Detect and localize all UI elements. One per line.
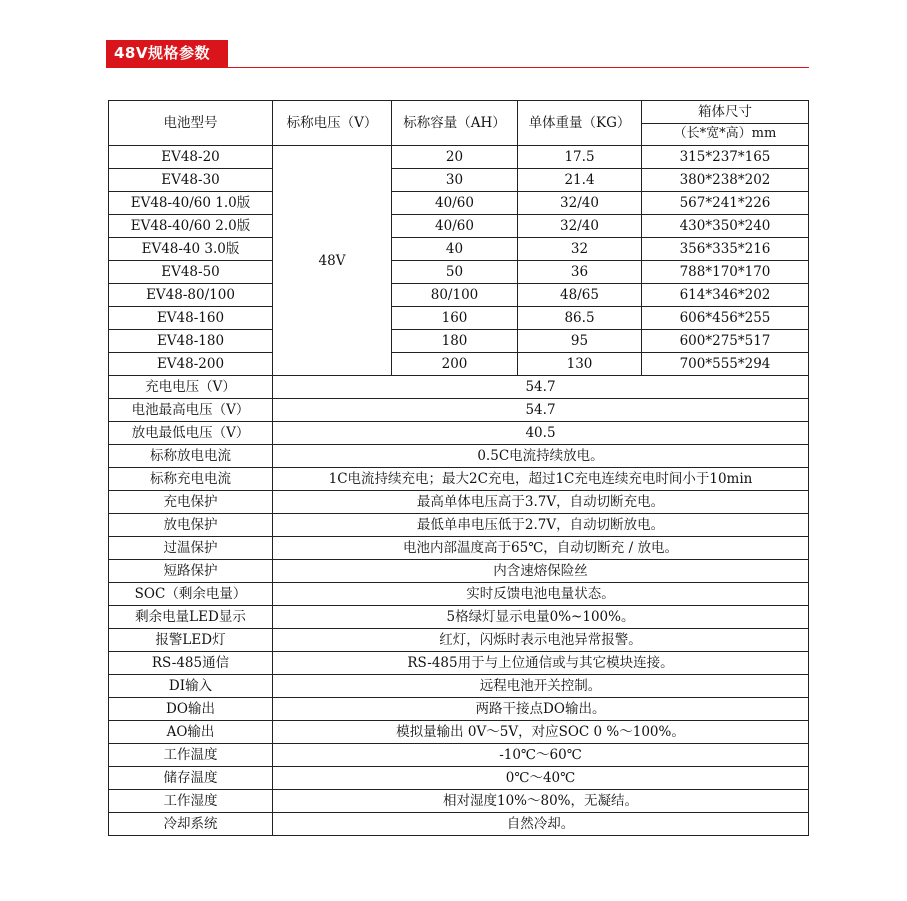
spec-value: 54.7 bbox=[273, 376, 809, 399]
header-row bbox=[109, 101, 809, 124]
model-size: 788*170*170 bbox=[642, 261, 809, 284]
model-weight: 36 bbox=[518, 261, 642, 284]
spec-row bbox=[109, 813, 809, 836]
header-box-size: 箱体尺寸 bbox=[642, 101, 809, 124]
spec-label: DO输出 bbox=[109, 698, 273, 721]
header-voltage: 标称电压（V） bbox=[273, 101, 392, 146]
model-capacity: 80/100 bbox=[392, 284, 518, 307]
model-name: EV48-160 bbox=[109, 307, 273, 330]
nominal-voltage: 48V bbox=[273, 146, 392, 376]
header-box-size-unit: （长*宽*高）mm bbox=[642, 123, 809, 146]
model-row bbox=[109, 330, 809, 353]
model-name: EV48-200 bbox=[109, 353, 273, 376]
spec-label: 报警LED灯 bbox=[109, 629, 273, 652]
model-size: 356*335*216 bbox=[642, 238, 809, 261]
spec-label: DI输入 bbox=[109, 675, 273, 698]
spec-row bbox=[109, 675, 809, 698]
spec-row bbox=[109, 445, 809, 468]
spec-value: 两路干接点DO输出。 bbox=[273, 698, 809, 721]
model-weight: 32 bbox=[518, 238, 642, 261]
spec-label: 放电最低电压（V） bbox=[109, 422, 273, 445]
model-row bbox=[109, 238, 809, 261]
spec-label: 工作温度 bbox=[109, 744, 273, 767]
spec-label: 过温保护 bbox=[109, 537, 273, 560]
model-row bbox=[109, 215, 809, 238]
model-capacity: 40 bbox=[392, 238, 518, 261]
model-name: EV48-40/60 2.0版 bbox=[109, 215, 273, 238]
model-capacity: 200 bbox=[392, 353, 518, 376]
spec-row bbox=[109, 721, 809, 744]
model-weight: 21.4 bbox=[518, 169, 642, 192]
model-size: 614*346*202 bbox=[642, 284, 809, 307]
model-capacity: 40/60 bbox=[392, 192, 518, 215]
spec-value: 40.5 bbox=[273, 422, 809, 445]
spec-label: RS-485通信 bbox=[109, 652, 273, 675]
model-weight: 32/40 bbox=[518, 192, 642, 215]
spec-value: 相对湿度10%～80%，无凝结。 bbox=[273, 790, 809, 813]
model-capacity: 40/60 bbox=[392, 215, 518, 238]
spec-label: 充电电压（V） bbox=[109, 376, 273, 399]
model-row bbox=[109, 353, 809, 376]
spec-row bbox=[109, 514, 809, 537]
model-size: 567*241*226 bbox=[642, 192, 809, 215]
spec-label: SOC（剩余电量） bbox=[109, 583, 273, 606]
header-model: 电池型号 bbox=[109, 101, 273, 146]
model-capacity: 30 bbox=[392, 169, 518, 192]
spec-row bbox=[109, 790, 809, 813]
model-capacity: 160 bbox=[392, 307, 518, 330]
spec-row bbox=[109, 537, 809, 560]
model-weight: 32/40 bbox=[518, 215, 642, 238]
model-weight: 86.5 bbox=[518, 307, 642, 330]
spec-value: 内含速熔保险丝 bbox=[273, 560, 809, 583]
model-row bbox=[109, 261, 809, 284]
spec-label: 储存温度 bbox=[109, 767, 273, 790]
spec-value: 54.7 bbox=[273, 399, 809, 422]
spec-label: AO输出 bbox=[109, 721, 273, 744]
spec-label: 标称充电电流 bbox=[109, 468, 273, 491]
model-size: 600*275*517 bbox=[642, 330, 809, 353]
spec-label: 电池最高电压（V） bbox=[109, 399, 273, 422]
spec-value: 实时反馈电池电量状态。 bbox=[273, 583, 809, 606]
model-capacity: 180 bbox=[392, 330, 518, 353]
spec-value: 自然冷却。 bbox=[273, 813, 809, 836]
spec-row bbox=[109, 629, 809, 652]
spec-row bbox=[109, 560, 809, 583]
spec-row bbox=[109, 767, 809, 790]
spec-value: RS-485用于与上位通信或与其它模块连接。 bbox=[273, 652, 809, 675]
spec-label: 冷却系统 bbox=[109, 813, 273, 836]
spec-value: 最高单体电压高于3.7V，自动切断充电。 bbox=[273, 491, 809, 514]
model-row bbox=[109, 284, 809, 307]
model-size: 700*555*294 bbox=[642, 353, 809, 376]
spec-row bbox=[109, 399, 809, 422]
model-capacity: 20 bbox=[392, 146, 518, 169]
spec-value: 电池内部温度高于65℃，自动切断充 / 放电。 bbox=[273, 537, 809, 560]
spec-value: 1C电流持续充电；最大2C充电，超过1C充电连续充电时间小于10min bbox=[273, 468, 809, 491]
spec-value: 0℃～40℃ bbox=[273, 767, 809, 790]
model-size: 430*350*240 bbox=[642, 215, 809, 238]
spec-label: 短路保护 bbox=[109, 560, 273, 583]
spec-row bbox=[109, 652, 809, 675]
spec-row bbox=[109, 606, 809, 629]
model-size: 380*238*202 bbox=[642, 169, 809, 192]
spec-value: -10℃～60℃ bbox=[273, 744, 809, 767]
model-row bbox=[109, 169, 809, 192]
model-row bbox=[109, 192, 809, 215]
spec-label: 剩余电量LED显示 bbox=[109, 606, 273, 629]
spec-row bbox=[109, 744, 809, 767]
spec-label: 放电保护 bbox=[109, 514, 273, 537]
header-capacity: 标称容量（AH） bbox=[392, 101, 518, 146]
spec-value: 模拟量输出 0V～5V，对应SOC 0 %～100%。 bbox=[273, 721, 809, 744]
spec-label: 工作湿度 bbox=[109, 790, 273, 813]
model-name: EV48-20 bbox=[109, 146, 273, 169]
spec-row bbox=[109, 491, 809, 514]
spec-row bbox=[109, 422, 809, 445]
model-name: EV48-50 bbox=[109, 261, 273, 284]
spec-row bbox=[109, 468, 809, 491]
section-title: 48V规格参数 bbox=[106, 40, 228, 67]
model-weight: 95 bbox=[518, 330, 642, 353]
model-row bbox=[109, 146, 809, 169]
model-size: 315*237*165 bbox=[642, 146, 809, 169]
spec-label: 标称放电电流 bbox=[109, 445, 273, 468]
model-name: EV48-40/60 1.0版 bbox=[109, 192, 273, 215]
title-underline bbox=[106, 67, 809, 68]
spec-value: 远程电池开关控制。 bbox=[273, 675, 809, 698]
model-name: EV48-180 bbox=[109, 330, 273, 353]
spec-value: 5格绿灯显示电量0%~100%。 bbox=[273, 606, 809, 629]
model-size: 606*456*255 bbox=[642, 307, 809, 330]
spec-row bbox=[109, 583, 809, 606]
spec-value: 红灯，闪烁时表示电池异常报警。 bbox=[273, 629, 809, 652]
model-name: EV48-40 3.0版 bbox=[109, 238, 273, 261]
header-weight: 单体重量（KG） bbox=[518, 101, 642, 146]
spec-row bbox=[109, 698, 809, 721]
spec-value: 最低单串电压低于2.7V，自动切断放电。 bbox=[273, 514, 809, 537]
model-row bbox=[109, 307, 809, 330]
spec-row bbox=[109, 376, 809, 399]
spec-table bbox=[108, 100, 809, 836]
model-weight: 130 bbox=[518, 353, 642, 376]
model-capacity: 50 bbox=[392, 261, 518, 284]
model-name: EV48-80/100 bbox=[109, 284, 273, 307]
spec-label: 充电保护 bbox=[109, 491, 273, 514]
model-name: EV48-30 bbox=[109, 169, 273, 192]
model-weight: 17.5 bbox=[518, 146, 642, 169]
model-weight: 48/65 bbox=[518, 284, 642, 307]
spec-value: 0.5C电流持续放电。 bbox=[273, 445, 809, 468]
